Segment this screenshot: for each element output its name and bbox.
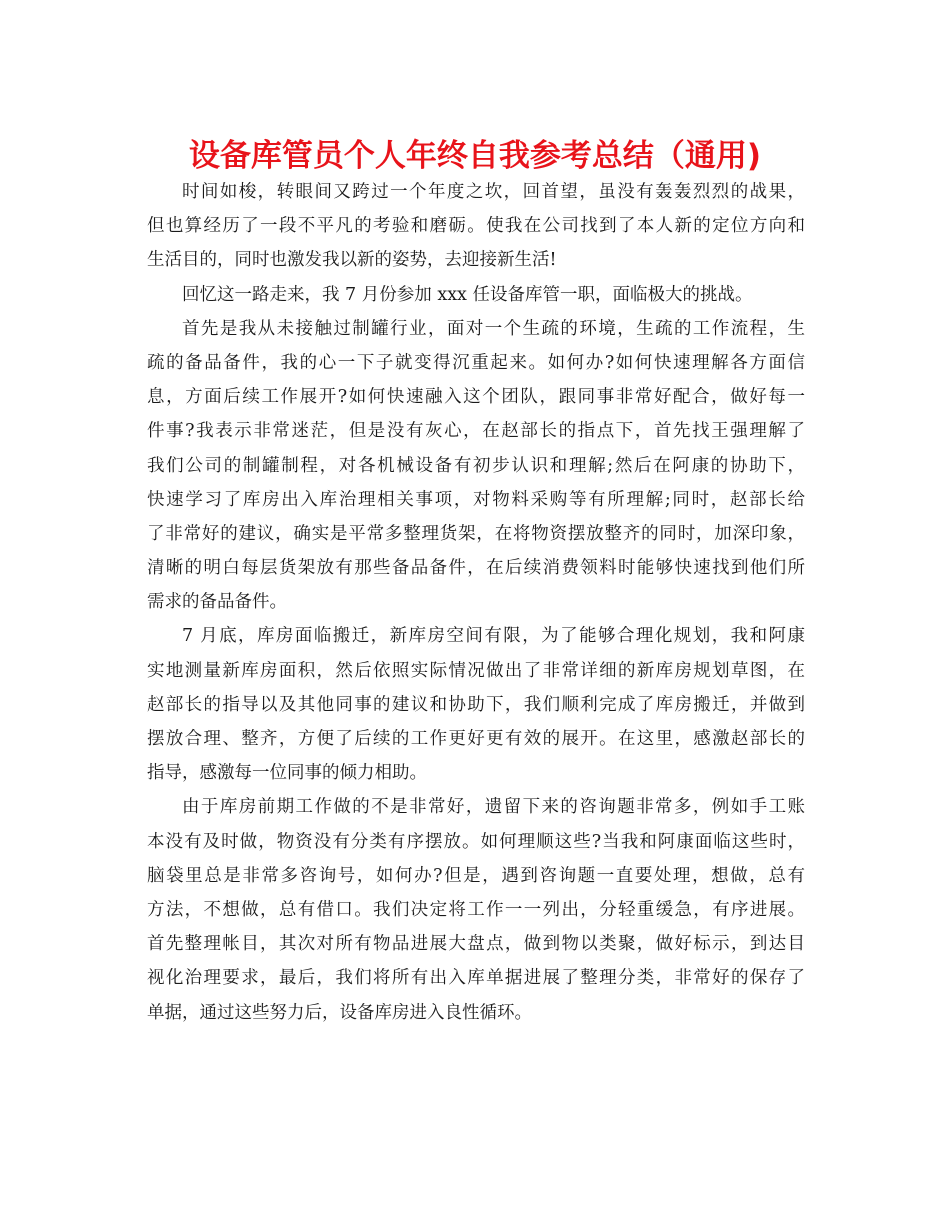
text-line: 但也算经历了一段不平凡的考验和磨砺。使我在公司找到了本人新的定位方向和: [147, 216, 805, 237]
text-line: 件事?我表示非常迷茫，但是没有灰心，在赵部长的指点下，首先找王强理解了: [147, 421, 805, 442]
paragraph: [147, 619, 805, 790]
text-line: 由于库房前期工作做的不是非常好，遗留下来的咨询题非常多，例如手工账: [182, 797, 805, 818]
text-line: 生活目的，同时也激发我以新的姿势，去迎接新生活!: [147, 250, 557, 271]
document-title: 设备库管员个人年终自我参考总结（通用): [188, 138, 762, 174]
paragraph: [147, 278, 805, 312]
text-line: 实地测量新库房面积，然后依照实际情况做出了非常详细的新库房规划草图，在: [147, 660, 805, 681]
paragraph: [147, 790, 805, 1029]
text-line: 单据，通过这些努力后，设备库房进入良性循环。: [147, 1002, 532, 1023]
text-line: 快速学习了库房出入库治理相关事项，对物料采购等有所理解;同时，赵部长给: [147, 489, 805, 510]
text-line: 我们公司的制罐制程，对各机械设备有初步认识和理解;然后在阿康的协助下，: [147, 455, 805, 476]
text-line: 方法，不想做，总有借口。我们决定将工作一一列出，分轻重缓急，有序进展。: [147, 899, 805, 920]
paragraph: [147, 175, 805, 278]
text-line: 指导，感激每一位同事的倾力相助。: [147, 763, 427, 784]
text-line: 本没有及时做，物资没有分类有序摆放。如何理顺这些?当我和阿康面临这些时，: [147, 831, 805, 852]
text-line: 时间如梭，转眼间又跨过一个年度之坎，回首望，虽没有轰轰烈烈的战果，: [182, 182, 805, 202]
text-line: 清晰的明白每层货架放有那些备品备件，在后续消费领料时能够快速找到他们所: [147, 558, 805, 579]
text-line: 首先整理帐目，其次对所有物品进展大盘点，做到物以类聚，做好标示，到达目: [147, 934, 805, 955]
text-line: 息，方面后续工作展开?如何快速融入这个团队，跟同事非常好配合，做好每一: [147, 387, 805, 408]
text-line: 疏的备品备件，我的心一下子就变得沉重起来。如何办?如何快速理解各方面信: [147, 352, 805, 373]
text-line: 了非常好的建议，确实是平常多整理货架，在将物资摆放整齐的同时，加深印象，: [147, 523, 805, 544]
text-line: 回忆这一路走来，我 7 月份参加 xxx 任设备库管一职，面临极大的挑战。: [182, 284, 753, 305]
text-line: 脑袋里总是非常多咨询号，如何办?但是，遇到咨询题一直要处理，想做，总有: [147, 865, 805, 886]
text-line: 首先是我从未接触过制罐行业，面对一个生疏的环境，生疏的工作流程，生: [182, 318, 805, 339]
document-body: [147, 175, 805, 1030]
text-line: 赵部长的指导以及其他同事的建议和协助下，我们顺利完成了库房搬迁，并做到: [147, 694, 805, 715]
text-line: 需求的备品备件。: [147, 592, 287, 613]
text-line: 7 月底，库房面临搬迁，新库房空间有限，为了能够合理化规划，我和阿康: [182, 626, 805, 647]
paragraph: [147, 312, 805, 620]
text-line: 视化治理要求，最后，我们将所有出入库单据进展了整理分类，非常好的保存了: [147, 968, 805, 989]
text-line: 摆放合理、整齐，方便了后续的工作更好更有效的展开。在这里，感激赵部长的: [147, 729, 805, 749]
